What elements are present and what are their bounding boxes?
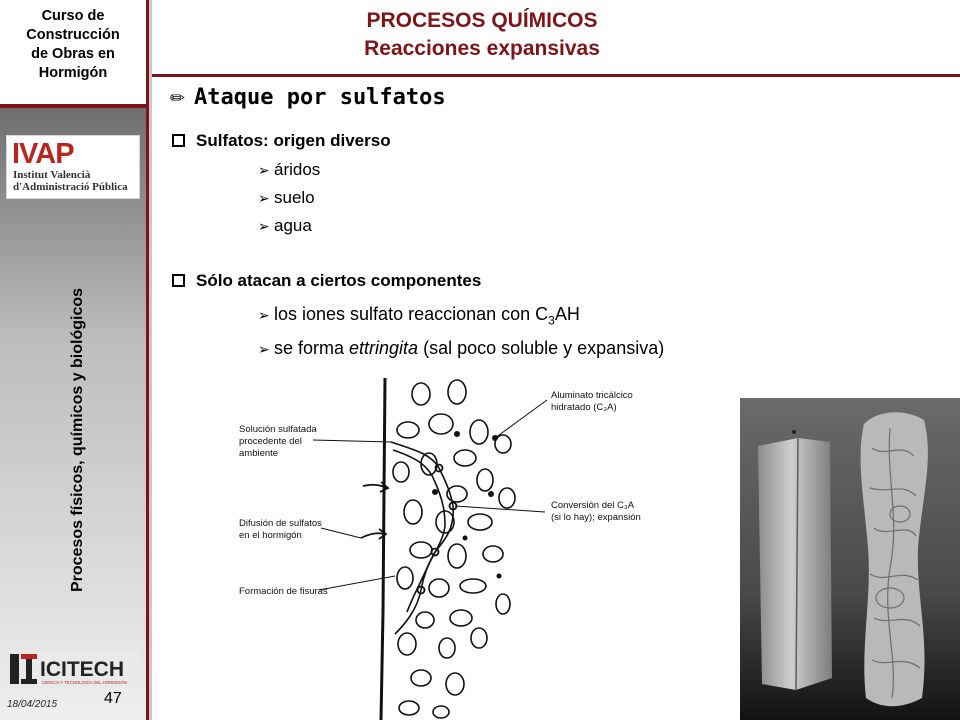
sidebar: [0, 0, 152, 720]
emphasis-text: ettringita: [349, 338, 419, 358]
slide-date: 18/04/2015: [7, 699, 58, 710]
ivap-logo-line: d'Administració Pública: [13, 181, 128, 193]
icitech-logo: [6, 650, 140, 688]
ivap-logo-line: Institut Valencià: [13, 169, 91, 181]
course-title-line: Curso de: [41, 8, 105, 24]
list-item-text: se forma: [274, 338, 350, 358]
list-item-text: (sal poco soluble y expansiva): [418, 338, 665, 358]
figure-label-conversion: Conversión del C₃A (si lo hay); expansión: [551, 500, 641, 523]
page-number: 47: [104, 690, 122, 707]
arrow-bullet-icon: ➢: [258, 219, 270, 235]
section-heading: [170, 85, 446, 110]
section-heading-text: Ataque por sulfatos: [194, 85, 446, 110]
arrow-bullet-icon: ➢: [258, 163, 270, 179]
ivap-logo-word: IVAP: [12, 138, 74, 170]
figure-label-aluminato: Aluminato tricálcico hidratado (C₃A): [551, 390, 633, 413]
list-item: [258, 338, 664, 359]
arrow-bullet-icon: ➢: [258, 342, 270, 358]
icitech-logo-word: ICITECH: [40, 658, 124, 681]
list-item: [258, 160, 320, 180]
list-item-text: agua: [274, 216, 312, 235]
list-item: [258, 304, 580, 328]
arrow-bullet-icon: ➢: [258, 308, 270, 324]
bullet-text: Sólo atacan a ciertos componentes: [196, 271, 482, 290]
ivap-logo-subtitle: [13, 169, 128, 193]
list-item-text: los iones sulfato reaccionan con C: [274, 304, 549, 324]
list-item: [258, 216, 312, 236]
bullet-atacan-componentes: [172, 271, 481, 291]
sidebar-border-shadow: [149, 0, 152, 720]
list-item: [258, 188, 315, 208]
c3a-particles: [418, 431, 502, 594]
figure-label-difusion: Difusión de sulfatos en el hormigón: [239, 518, 322, 541]
slide-subtitle: Reacciones expansivas: [364, 37, 600, 60]
arrow-bullet-icon: ➢: [258, 191, 270, 207]
course-title-line: Hormigón: [38, 65, 108, 81]
bullet-text: Sulfatos: origen diverso: [196, 131, 391, 150]
slide-title: PROCESOS QUÍMICOS: [366, 9, 598, 32]
square-bullet-icon: [172, 274, 185, 287]
figure-label-solucion: Solución sulfatada procedente del ambiente: [239, 424, 317, 459]
header-divider: [152, 74, 960, 77]
icitech-logo-tagline: CIENCIA Y TECNOLOGÍA DEL HORMIGÓN: [42, 680, 127, 685]
bullet-sulfatos-origen: [172, 131, 391, 151]
list-item-text: suelo: [274, 188, 315, 207]
list-item-text: áridos: [274, 160, 321, 179]
square-bullet-icon: [172, 134, 185, 147]
aggregate-particles: [393, 380, 515, 718]
ivap-logo: [6, 135, 140, 199]
pencil-icon: ✏: [170, 88, 186, 109]
vertical-section-label: Procesos físicos, químicos y biológicos: [69, 287, 86, 593]
course-title-line: Construcción: [26, 27, 120, 43]
course-title: [0, 0, 146, 106]
list-item-text: AH: [554, 304, 580, 324]
sulfate-attack-diagram: [195, 372, 735, 720]
course-title-line: de Obras en: [31, 46, 115, 62]
figure-label-formacion: Formación de fisuras: [239, 586, 328, 597]
subscript: 3: [548, 313, 555, 328]
slide-header: [152, 0, 960, 78]
concrete-specimens-photo: [740, 398, 960, 720]
